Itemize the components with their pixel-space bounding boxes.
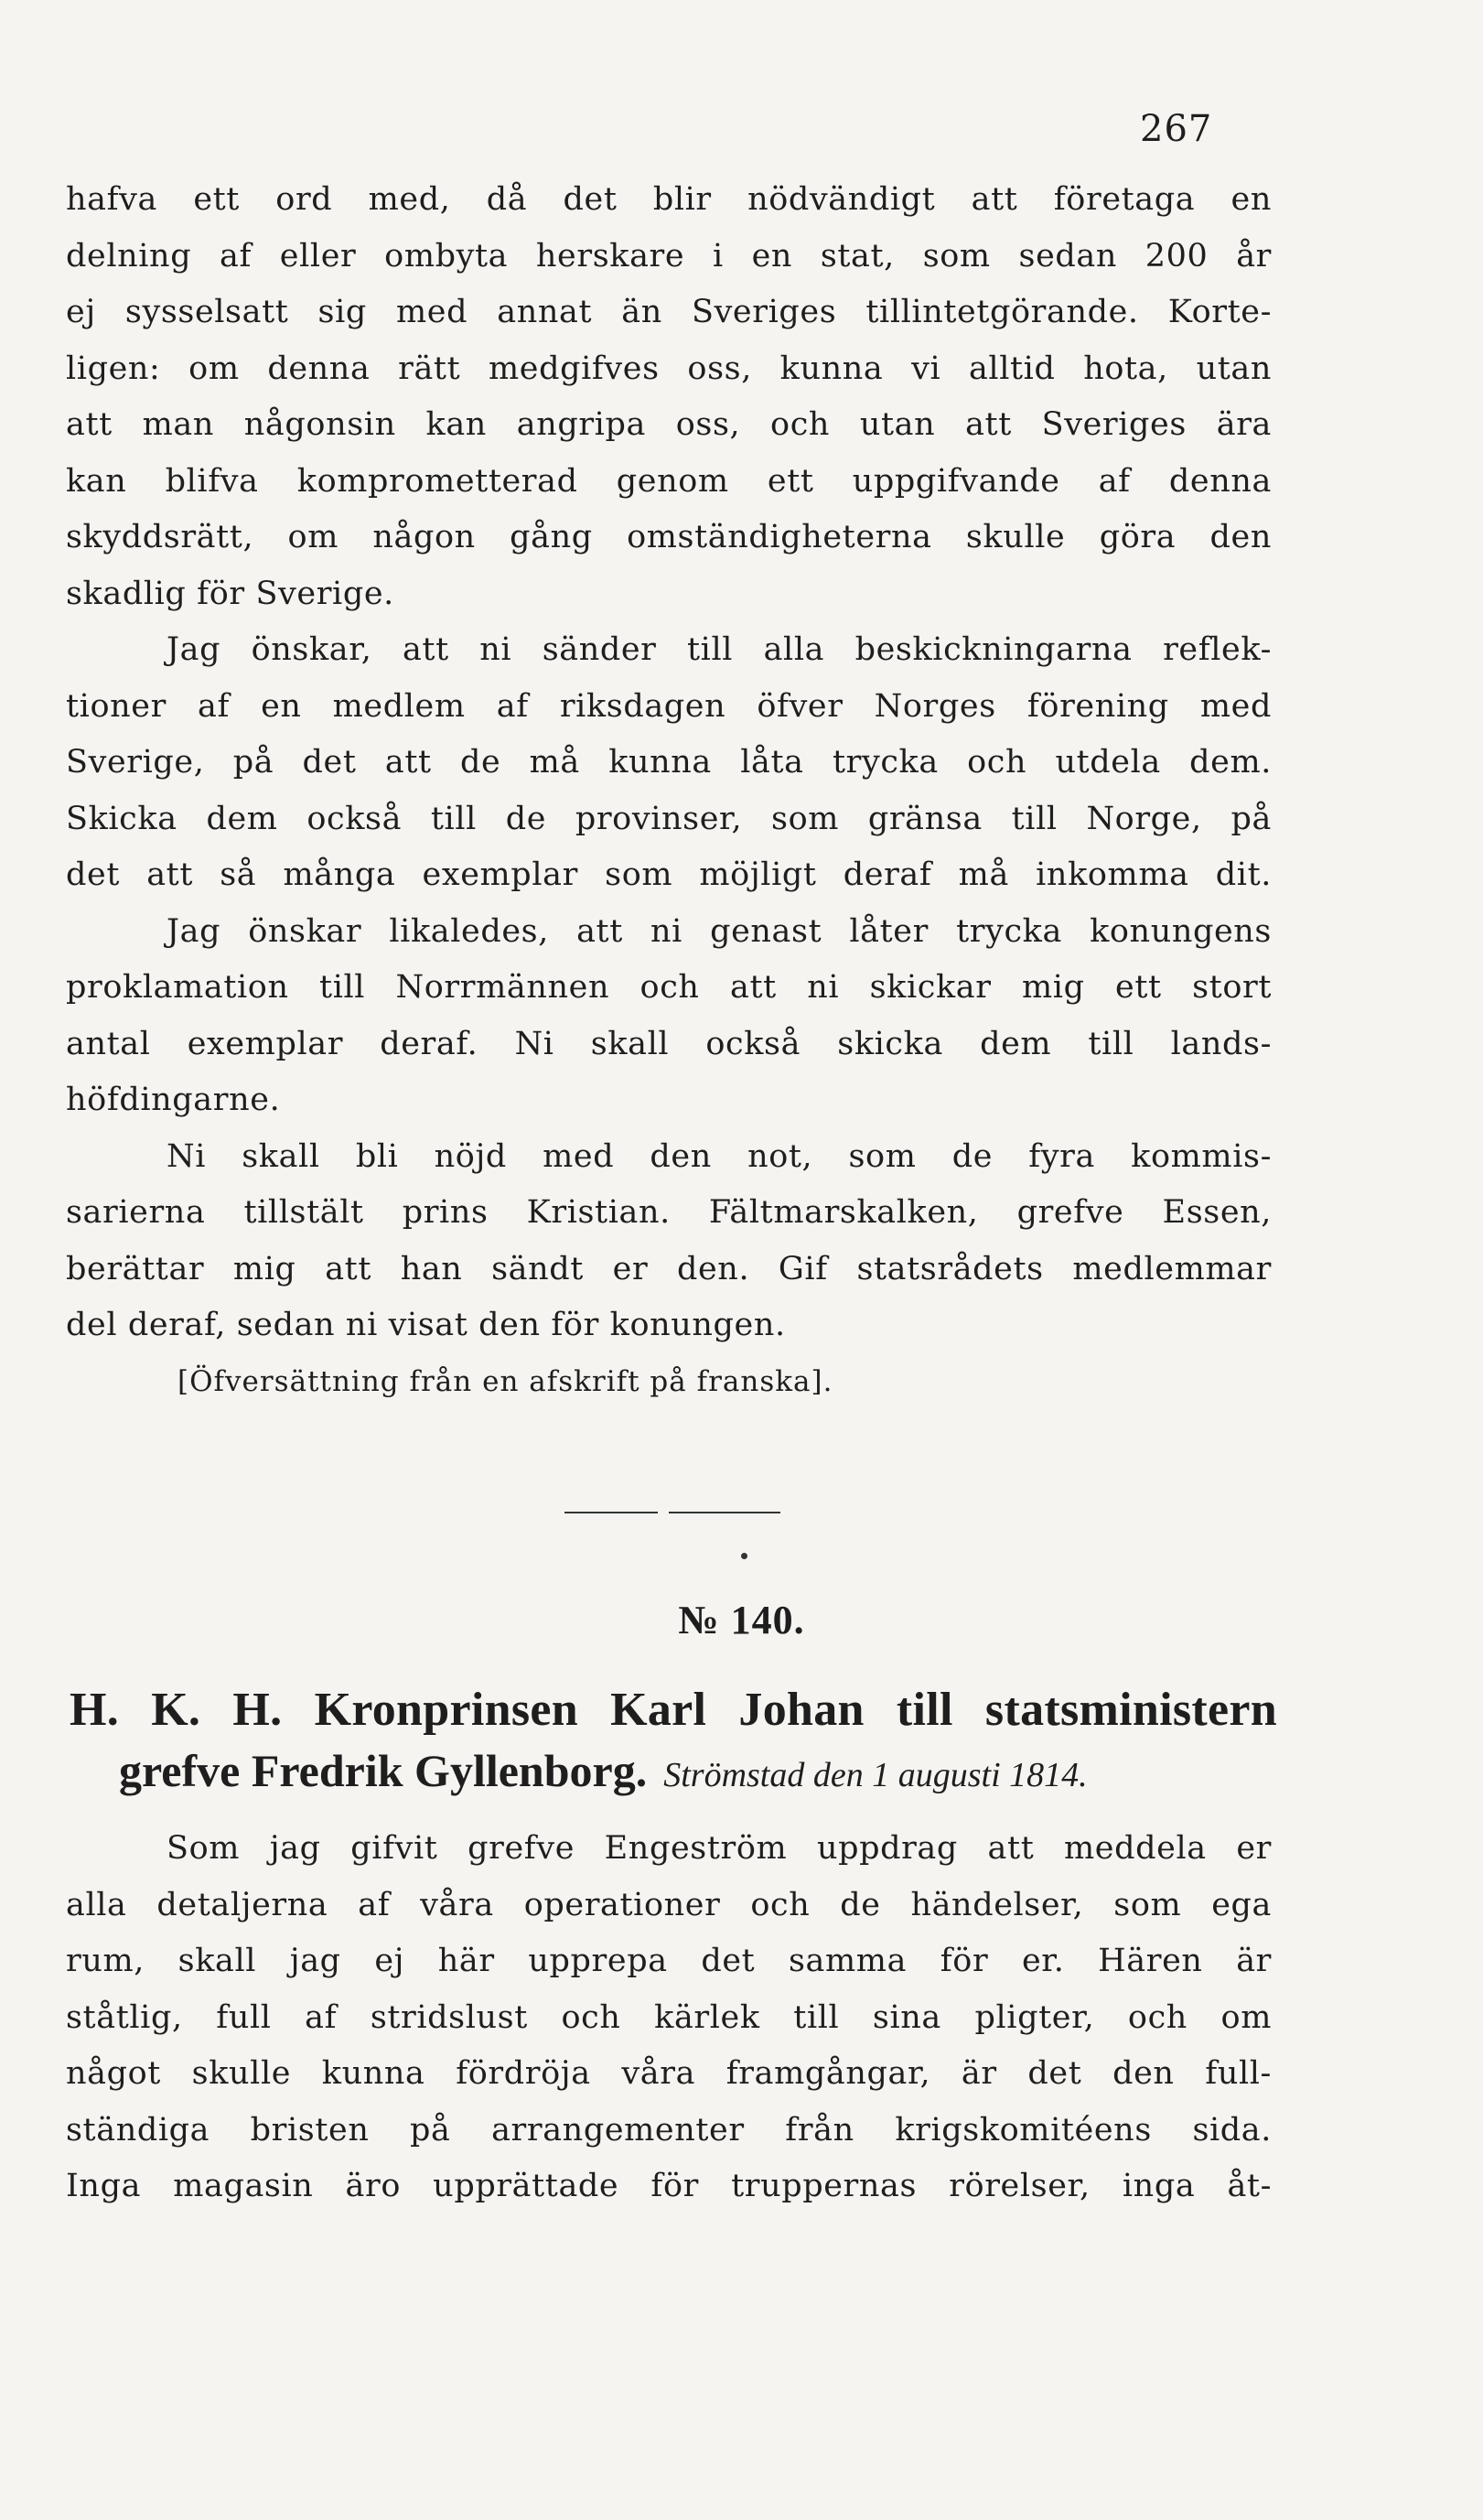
place-date: Strömstad den 1 augusti 1814. — [663, 1756, 1088, 1794]
text-line: ståtlig, full af stridslust och kärlek till sina pligter, och om — [66, 1998, 1272, 2036]
section-letter-continuation — [66, 172, 1272, 1410]
translation-note: [Öfversättning från en afskrift på franska]. — [177, 1364, 833, 1398]
text-line: delning af eller ombyta herskare i en stat, som sedan 200 år — [66, 237, 1272, 275]
page-number: 267 — [1140, 108, 1213, 150]
text-line: hafva ett ord med, då det blir nödvändigt att företaga en — [66, 181, 1272, 218]
text-line: skadlig för Sverige. — [66, 575, 394, 612]
text-line: tioner af en medlem af riksdagen öfver Norges förening med — [66, 687, 1272, 725]
text-line: Ni skall bli nöjd med den not, som de fyra kommis- — [167, 1137, 1272, 1175]
text-line: Som jag gifvit grefve Engeström uppdrag att meddela er — [167, 1830, 1272, 1867]
text-line: ständiga bristen på arrangementer från krigskomitéens sida. — [66, 2111, 1272, 2148]
text-line: ej sysselsatt sig med annat än Sveriges tillintetgörande. Korte- — [66, 294, 1272, 330]
text-line: att man någonsin kan angripa oss, och utan att Sveriges ära — [66, 406, 1272, 443]
heading-recipient: grefve Fredrik Gyllenborg. — [119, 1745, 648, 1796]
document-heading — [70, 1680, 1277, 1805]
text-line: Inga magasin äro upprättade för truppernas rörelser, inga åt- — [66, 2168, 1272, 2204]
text-line: proklamation till Norrmännen och att ni skickar mig ett stort — [66, 969, 1272, 1006]
ornament-dot — [741, 1553, 747, 1559]
text-line: rum, skall jag ej här upprepa det samma för er. Hären är — [66, 1943, 1272, 1979]
section-letter-140 — [66, 1821, 1272, 2215]
text-line: Jag önskar, att ni sänder till alla beskickningarna reflek- — [167, 631, 1272, 668]
text-line: höfdingarne. — [66, 1082, 281, 1118]
text-line: Skicka dem också till de provinser, som gränsa till Norge, på — [66, 800, 1272, 837]
text-line: skyddsrätt, om någon gång omständigheterna skulle göra den — [66, 519, 1272, 555]
text-line: berättar mig att han sändt er den. Gif statsrådets medlemmar — [66, 1250, 1272, 1287]
text-line: ligen: om denna rätt medgifves oss, kunna vi alltid hota, utan — [66, 350, 1272, 387]
text-line: del deraf, sedan ni visat den för konungen. — [66, 1307, 786, 1343]
text-line: antal exemplar deraf. Ni skall också skicka dem till lands- — [66, 1025, 1272, 1062]
section-divider — [564, 1512, 780, 1513]
heading-line-2 — [70, 1740, 1277, 1805]
text-line: kan blifva komprometterad genom ett uppgifvande af denna — [66, 462, 1272, 500]
document-number: № 140. — [678, 1598, 805, 1642]
text-line: något skulle kunna fördröja våra framgångar, är det den full- — [66, 2055, 1272, 2092]
text-line: Jag önskar likaledes, att ni genast låter trycka konungens — [167, 912, 1272, 950]
text-line: Sverige, på det att de må kunna låta trycka och utdela dem. — [66, 744, 1272, 781]
text-line: det att så många exemplar som möjligt deraf må inkomma dit. — [66, 856, 1272, 893]
heading-line: H. K. H. Kronprinsen Karl Johan till statsministern — [70, 1684, 1277, 1736]
text-line: alla detaljerna af våra operationer och de händelser, som ega — [66, 1886, 1272, 1923]
text-line: sarierna tillstält prins Kristian. Fältmarskalken, grefve Essen, — [66, 1194, 1272, 1231]
